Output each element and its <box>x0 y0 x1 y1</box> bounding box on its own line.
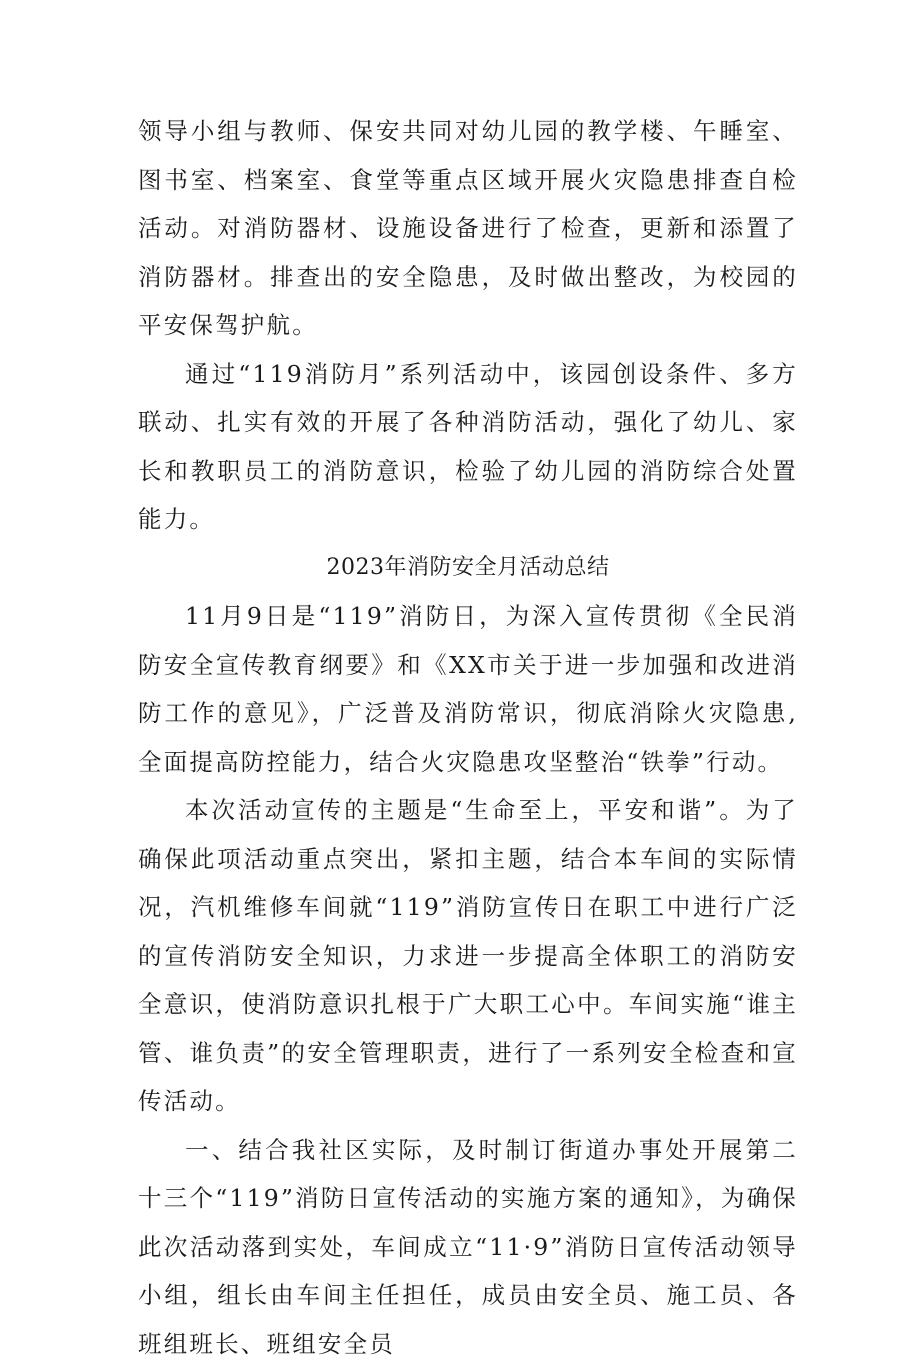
paragraph-1: 领导小组与教师、保安共同对幼儿园的教学楼、午睡室、图书室、档案室、食堂等重点区域开展火灾隐患排查自检活动。对消防器材、设施设备进行了检查，更新和添置了消防器材。排查出的安全隐患，及时做出整改，为校园的平安保驾护航。 <box>138 107 798 350</box>
paragraph-3: 11月9日是“119”消防日，为深入宣传贯彻《全民消防安全宣传教育纲要》和《XX市关于进一步加强和改进消防工作的意见》，广泛普及消防常识，彻底消除火灾隐患,全面提高防控能力，结合火灾隐患攻坚整治“铁拳”行动。 <box>138 592 798 786</box>
document-body <box>138 107 798 1368</box>
paragraph-4: 本次活动宣传的主题是“生命至上，平安和谐”。为了确保此项活动重点突出，紧扣主题，结合本车间的实际情况，汽机维修车间就“119”消防宣传日在职工中进行广泛的宣传消防安全知识，力求进一步提高全体职工的消防安全意识，使消防意识扎根于广大职工心中。车间实施“谁主管、谁负责”的安全管理职责，进行了一系列安全检查和宣传活动。 <box>138 786 798 1126</box>
section-title: 2023年消防安全月活动总结 <box>138 544 798 593</box>
paragraph-5: 一、结合我社区实际，及时制订街道办事处开展第二十三个“119”消防日宣传活动的实施方案的通知》，为确保此次活动落到实处，车间成立“11·9”消防日宣传活动领导小组，组长由车间主任担任，成员由安全员、施工员、各班组班长、班组安全员 <box>138 1126 798 1368</box>
paragraph-2: 通过“119消防月”系列活动中，该园创设条件、多方联动、扎实有效的开展了各种消防活动，强化了幼儿、家长和教职员工的消防意识，检验了幼儿园的消防综合处置能力。 <box>138 350 798 544</box>
